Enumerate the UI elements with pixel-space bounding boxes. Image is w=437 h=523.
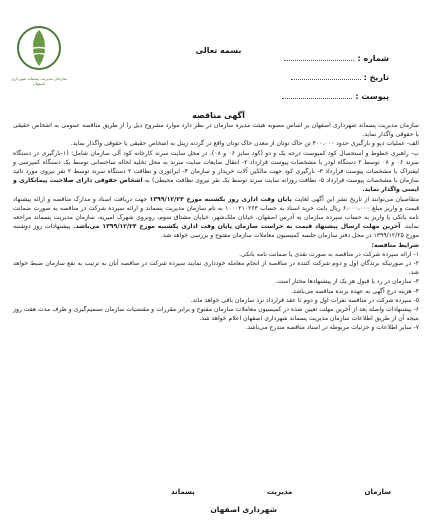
item-be-bold: اشخاص حقوقی دارای صلاحیت پیمانکاری و ایمنی واگذار نماید. [13, 177, 419, 194]
signature-word: مدیریت [266, 488, 293, 496]
date-field [291, 73, 389, 82]
deadline-end: پیشنهادات روز دوشنبه مورخ ۱۳۹۹/۱۲/۲۵ در محل دفتر سازمان جلسه کمیسیون معاملات سازمان مفتوح و بررسی خواهد شد. [13, 223, 419, 240]
condition-item: ۳- سازمان در رد یا قبول هر یک از پیشنهادها مختار است. [275, 278, 419, 286]
bismillah-heading: بسمه تعالی [195, 46, 242, 55]
signature-word: پسماند [171, 488, 195, 496]
conditions-list [13, 250, 419, 333]
intro-paragraph: سازمان مدیریت پسماند شهرداری اصفهان بر اساس مصوبه هیئت مدیره سازمان در نظر دارد موارد مشروح ذیل را از طریق مناقصه عمومی به اشخاص حقیقی یا حقوقی واگذار نماید. [13, 122, 419, 139]
date-label: تاریخ : [363, 73, 389, 82]
condition-item: ۲- در صورتیکه برندگان اول و دوم شرکت کننده در مناقصه از انجام معامله خودداری نمایند سپرده شرکت در مناقصه آنان به ترتیب به نفع سازمان ضبط خواهد شد. [13, 260, 419, 277]
number-field [284, 54, 389, 63]
condition-item: ۱- ارائه سپرده شرکت در مناقصه به صورت نقدی یا ضمانت نامه بانکی. [239, 250, 419, 258]
deadline-rest: جهت دریافت اسناد و مدارک مناقصه و ارائه پیشنهاد قیمت و واریز مبلغ ۶،۰۰۰،۰۰۰ ریال بابت خرید اسناد به حساب ۱۰۰۰۲۱۰۲۶۳ به نام سازمان مدیریت پسماند و ارائه سپرده شرکت در مناقصه به صورت ضمانت نامه بانکی یا واریز به حساب سپرده سازمان به آدرس اصفهان، خیابان ملک‌شهر، خیابان مشتاق سوم، روبروی شهرک امیریه، سازمان مدیریت پسماند مراجعه نمایند. [13, 195, 419, 231]
condition-item: ۶- پیشنهادات واصله بعد از آخرین مهلت تعیین شده در کمیسیون معاملات سازمان مفتوح و برابر مقررات و مقتضیات سازمان تصمیم‌گیری و ظرف مدت هفت روز نتیجه آن از طریق اطلاعات سازمان مدیریت پسماند شهرداری اصفهان اعلام خواهد شد. [13, 306, 419, 323]
signature-row [171, 488, 391, 496]
condition-item: ۴- هزینه درج آگهی به عهده برنده مناقصه می‌باشد. [291, 287, 419, 295]
conditions-title: شرایط مناقصه: [371, 241, 419, 249]
attachment-line [282, 98, 352, 99]
deadline-date: پایان وقت اداری روز یکشنبه مورخ ۱۳۹۹/۱۲/۲۴ [149, 195, 295, 203]
attachment-field [282, 92, 389, 101]
number-line [284, 60, 354, 61]
condition-item: ۷- سایر اطلاعات و جزئیات مربوطه در اسناد مناقصه مندرج می‌باشد. [245, 324, 419, 332]
notice-body [13, 121, 419, 333]
notice-title: آگهی مناقصه [192, 111, 245, 120]
item-alef: الف- عملیات دپو و بارگیری حدود ۴۰۰،۰۰۰ تن خاک توتان از معدن خاک توتان واقع در گردنه زینل به اشخاص حقیقی یا حقوقی واگذار نماید. [70, 140, 419, 148]
item-be [13, 149, 419, 195]
deadline-text: متقاضیان می‌توانند از تاریخ نشر این آگهی لغایت [294, 195, 419, 203]
number-label: شماره : [357, 54, 389, 63]
signature-word: سازمان [364, 488, 391, 496]
deadline-paragraph [13, 195, 419, 241]
condition-item: ۵- سپرده شرکت در مناقصه نفرات اول و دوم تا عقد قرارداد نزد سازمان باقی خواهد ماند. [190, 296, 419, 304]
logo-caption: سازمان مدیریت پسماند شهرداری اصفهان [10, 76, 67, 86]
footer-municipality: شهرداری اصفهان [210, 505, 277, 514]
attachment-label: پیوست : [355, 92, 389, 101]
date-line [291, 79, 361, 80]
deadline-final: آخرین مهلت ارسال پیشنهاد قیمت به حراست سازمان پایان وقت اداری یکشنبه مورخ ۱۳۹۹/۱۲/۲۴ می‌باشد. [73, 223, 404, 231]
item-be-text: ب- راهبری خطوط و استحصال کود کمپوست درجه یک و دو (کود سایز ۰۶ و ۰۸)، در محل سایت سرند کارخانه کود آلی سازمان شامل: (۱-بارگیری در دستگاه سرند ۰۶ و ۰۸ توسط ۲ دستگاه لودر با مشخصات پیوست قرارداد ۲- انتقال ضایعات سایت سرند به محل تخلیه لخاله ساختمانی توسط یک دستگاه کمپرسی و لیفتراک با مشخصات پیوست قرارداد ۳- بارگیری کود جهت مالکین آلات خریدار و سازمان ۴- ایراتوری و نظافت ۲ دستگاه سرند توسط ۲ نفر نیروی مورد تائید سازمان با مشخصات پیوست قرارداد ۵- نظافت روزانه سایت سرند توسط یک نفر نیروی نظافت محیطی) به [13, 149, 420, 185]
